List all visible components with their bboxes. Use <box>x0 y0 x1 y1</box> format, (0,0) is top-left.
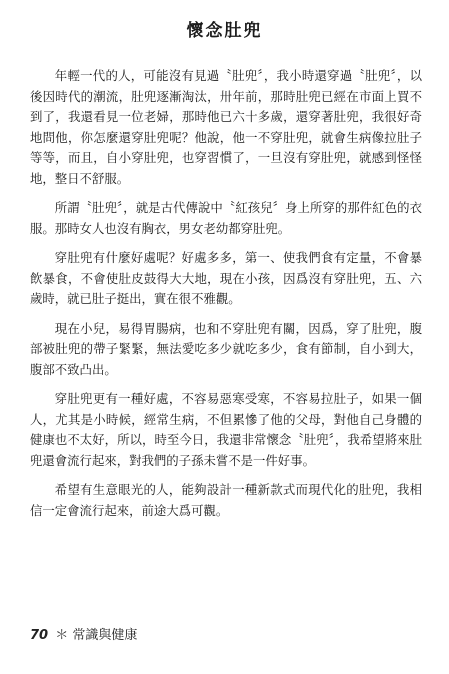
footer-separator-icon: ＊ <box>55 628 69 643</box>
paragraph-5: 穿肚兜更有一種好處，不容易惡寒受寒，不容易拉肚子，如果一個人，尤其是小時候，經常生病，不但累慘了他的父母，對他自己身體的健康也不太好，所以，時至今日，我還非常懷念〝肚兜〞，我希望將來肚兜還會流行起來，對我們的子孫未嘗不是一件好事。 <box>30 391 422 468</box>
book-title: 常識與健康 <box>72 628 138 643</box>
page-footer <box>30 624 137 643</box>
page-number: 70 <box>30 628 49 643</box>
paragraph-3: 穿肚兜有什麼好處呢？好處多多，第一、使我們食有定量，不會暴飲暴食，不會使肚皮鼓得大大地，現在小孩，因爲沒有穿肚兜，五、六歲時，就已肚子挺出，實在很不雅觀。 <box>30 250 422 306</box>
paragraph-4: 現在小兒，易得胃腸病，也和不穿肚兜有關，因爲，穿了肚兜，腹部被肚兜的帶子緊緊，無法愛吃多少就吃多少，食有節制，自小到大，腹部不致凸出。 <box>30 320 422 377</box>
paragraph-2: 所謂〝肚兜〞，就是古代傳說中〝紅孩兒〞身上所穿的那件紅色的衣服。那時女人也沒有胸衣，男女老幼都穿肚兜。 <box>30 200 422 236</box>
paragraph-1: 年輕一代的人，可能沒有見過〝肚兜〞，我小時還穿過〝肚兜〞，以後因時代的潮流，肚兜逐漸淘汰，卅年前，那時肚兜已經在市面上買不到了，我還看見一位老婦，那時他已六十多歲，還穿著肚兜，我很好奇地問他，你怎麼還穿肚兜呢？他說，他一不穿肚兜，就會生病像拉肚子等等，而且，自小穿肚兜，也穿習慣了，一旦沒有穿肚兜，就感到怪怪地，整日不舒服。 <box>30 68 422 186</box>
article-title: 懷念肚兜 <box>186 21 263 41</box>
article-body <box>30 66 422 530</box>
paragraph-6: 希望有生意眼光的人，能夠設計一種新款式而現代化的肚兜，我相信一定會流行起來，前途大爲可觀。 <box>30 482 422 518</box>
